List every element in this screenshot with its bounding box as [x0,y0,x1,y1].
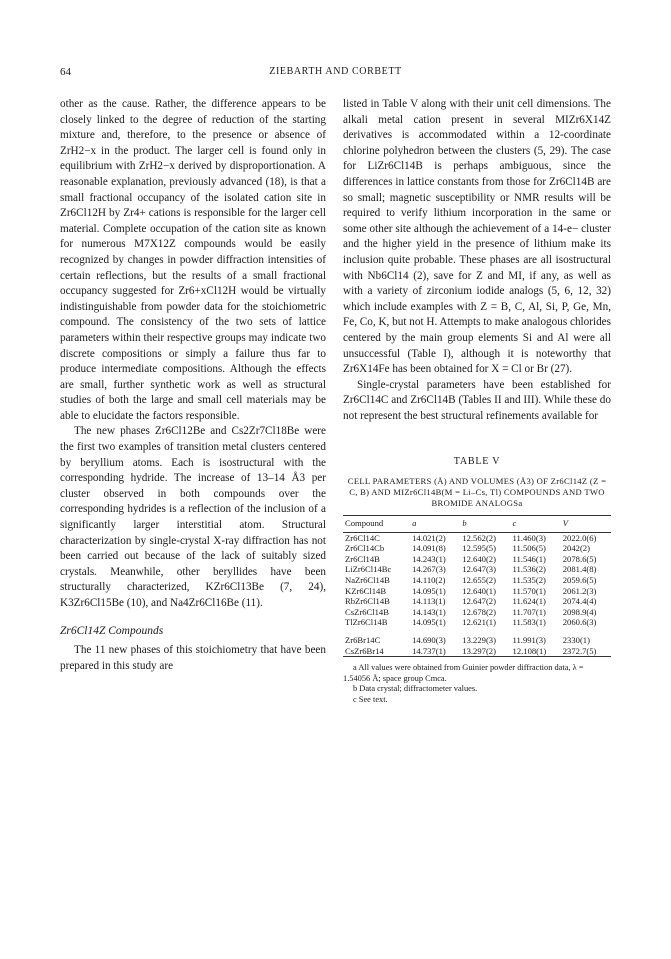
table-cell: 14.143(1) [412,606,446,617]
table-cell: 14.021(2) [412,532,446,543]
table-cell: Zr6Br14C [345,635,381,645]
table-cell: 2074.4(4) [562,596,597,607]
table-cell: 2042(2) [562,543,590,554]
table-row [343,628,611,646]
table-cell: 2060.6(3) [562,617,597,628]
table-cell: RbZr6Cl14B [345,596,390,607]
column-header: V [562,518,568,529]
table-cell: 14.690(3) [412,635,446,645]
table-v [343,454,611,705]
table-cell: 14.267(3) [412,564,446,575]
table-cell: 12.655(2) [462,575,496,586]
paragraph: listed in Table V along with their unit cell dimensions. The alkali metal cation present in several MIZr6X14Z derivatives is accommodated within a 12-coordinate chlorine polyhedron between the clusters (5, 29). The case for LiZr6Cl14B is perhaps ambiguous, since the differences in lattice constants from those for Zr6Cl14B are so small; magnetic susceptibility or NMR results will be required to verify lithium incorporation in the same or some other site although the achievement of a 14-e− cluster and the higher yield in the presence of lithium make its inclusion quite probable. These phases are all isostructural with Nb6Cl14 (2), save for Z and MI, if any, as well as with a variety of zirconium iodide analogs (5, 6, 12, 32) which include examples with Z = B, C, Al, Si, P, Ge, Mn, Fe, Co, K, but not H. Attempts to make analogous chlorides centered by the main group elements Si and Al were all unsuccessful (Table I), although it is noteworthy that Zr6X14Fe has been obtained for X = Cl or Br (27). [343,98,611,376]
table-cell: 14.737(1) [412,645,446,656]
table-footnotes [343,663,611,705]
table-cell: 14.110(2) [412,575,446,586]
table-row [343,564,611,575]
table-row [343,532,611,543]
table-row [343,586,611,597]
table-cell: CsZr6Cl14B [345,606,389,617]
table-caption: CELL PARAMETERS (Å) AND VOLUMES (Å3) OF Zr6Cl14Z (Z = C, B) AND MIZr6Cl14B(M = Li–Cs, Tl) COMPOUNDS AND TWO BROMIDE ANALOGSa [347,476,607,509]
table-cell: 12.595(5) [462,543,496,554]
table-cell: 2061.2(3) [562,585,597,596]
table-cell: 2372.7(5) [562,645,597,656]
table-cell: 2078.6(5) [562,553,597,564]
paragraph: other as the cause. Rather, the difference appears to be closely linked to the degree of reduction of the starting mixture and, therefore, to the presence or absence of ZrH2−x in the product. The larger cell is found only in equilibrium with ZrH2−x derived by disproportionation. A reasonable explanation, previously advanced (18), is that a small fractional occupancy of the isolated cation site in Zr6Cl12H by Zr4+ cations is responsible for the larger cell material. Complete occupation of the cation site as known for numerous M7X12Z compounds would be easily recognized by changes in powder diffraction intensities of certain reflections, but the results of a small fractional occupancy suggested for Zr6+xCl12H would be virtually indistinguishable from powder data for the stoichiometric compound. The consistency of the two sets of lattice parameters within their respective groups may indicate two discrete compositions or simply a failure thus far to produce intermediate compositions. Although the effects are small, further synthetic work as well as structural studies of both the large and small cell materials may be able to elucidate the factors responsible. [60,98,326,422]
table-cell: 14.091(8) [412,543,446,554]
table-cell: Zr6Cl14B [345,553,380,564]
table-cell: KZr6Cl14B [345,585,387,596]
table-row [343,607,611,618]
table-cell: 12.640(2) [462,553,496,564]
table-cell: 14.095(1) [412,617,446,628]
column-header: Compound [345,518,384,529]
table-cell: 13.297(2) [462,645,496,656]
table-cell: 11.535(2) [512,575,546,586]
page-header [60,66,611,82]
column-header: b [462,518,467,529]
footnote: a All values were obtained from Guinier powder diffraction data, λ = 1.54056 Å; space group Cmca. [343,663,584,683]
table-row [343,543,611,554]
table-cell: 11.583(1) [512,617,546,628]
table-cell: 11.570(1) [512,585,546,596]
table-cell: 11.707(1) [512,606,546,617]
table-cell: 12.678(2) [462,606,496,617]
table-row [343,554,611,565]
table-cell: 12.562(2) [462,532,496,543]
table-cell: 12.108(1) [512,645,547,656]
paragraph: The 11 new phases of this stoichiometry that have been prepared in this study are [60,644,326,672]
paragraph: The new phases Zr6Cl12Be and Cs2Zr7Cl18Be were the first two examples of transition metal clusters centered by beryllium atoms. Each is isostructural with the corresponding hydride. The increase of 13–14 Å3 per cluster observed in both compounds over the corresponding hydrides is a reflection of the inclusion of a significantly larger interstitial atom. Structural characterization by single-crystal X-ray diffraction has not been carried out because of the lack of suitably sized crystals. Meanwhile, other beryllides have been structurally characterized, KZr6Cl13Be (7, 24), K3Zr6Cl15Be (10), and Na4Zr6Cl16Be (11). [60,425,326,609]
section-heading: Zr6Cl14Z Compounds [60,624,164,637]
footnote: b Data crystal; diffractometer values. [353,684,478,694]
table-cell: 14.113(1) [412,596,446,607]
table-cell: LiZr6Cl14Bc [345,564,392,575]
table-cell: 11.460(3) [512,532,546,543]
running-head: ZIEBARTH AND CORBETT [269,66,402,77]
column-header: c [512,518,517,529]
table-cell: 11.546(1) [512,553,546,564]
table-row [343,596,611,607]
table-cell: 2022.0(6) [562,532,597,543]
table-cell: 2059.6(5) [562,575,597,586]
table-cell: 11.624(1) [512,596,546,607]
table-row [343,617,611,628]
table-cell: 11.506(5) [512,543,546,554]
right-column [343,97,611,705]
table-cell: TlZr6Cl14B [345,617,388,628]
table-title: TABLE V [453,456,501,468]
table-cell: 12.647(2) [462,596,496,607]
table-header-row [343,516,611,533]
table-cell: Zr6Cl14C [345,532,380,543]
page-number: 64 [60,66,71,78]
table-cell: 12.640(1) [462,585,496,596]
table-cell: 2098.9(4) [562,606,597,617]
table-cell: CsZr6Br14 [345,645,384,656]
column-header: a [412,518,417,529]
table-cell: 2081.4(8) [562,564,597,575]
paragraph: Single-crystal parameters have been established for Zr6Cl14C and Zr6Cl14B (Tables II and III). While these do not represent the best structural refinements available for [343,378,611,422]
table-cell: 12.647(3) [462,564,496,575]
table-cell: Zr6Cl14Cb [345,543,385,554]
table-cell: 11.991(3) [512,635,546,645]
table-row [343,575,611,586]
table-row [343,646,611,657]
cell-parameters-table [343,515,611,657]
footnote: c See text. [353,694,388,704]
left-column [60,97,326,674]
table-cell: 12.621(1) [462,617,496,628]
table-cell: 11.536(2) [512,564,546,575]
table-cell: NaZr6Cl14B [345,575,390,586]
table-cell: 14.095(1) [412,585,446,596]
table-cell: 14.243(1) [412,553,446,564]
table-cell: 2330(1) [562,635,590,645]
table-cell: 13.229(3) [462,635,496,645]
